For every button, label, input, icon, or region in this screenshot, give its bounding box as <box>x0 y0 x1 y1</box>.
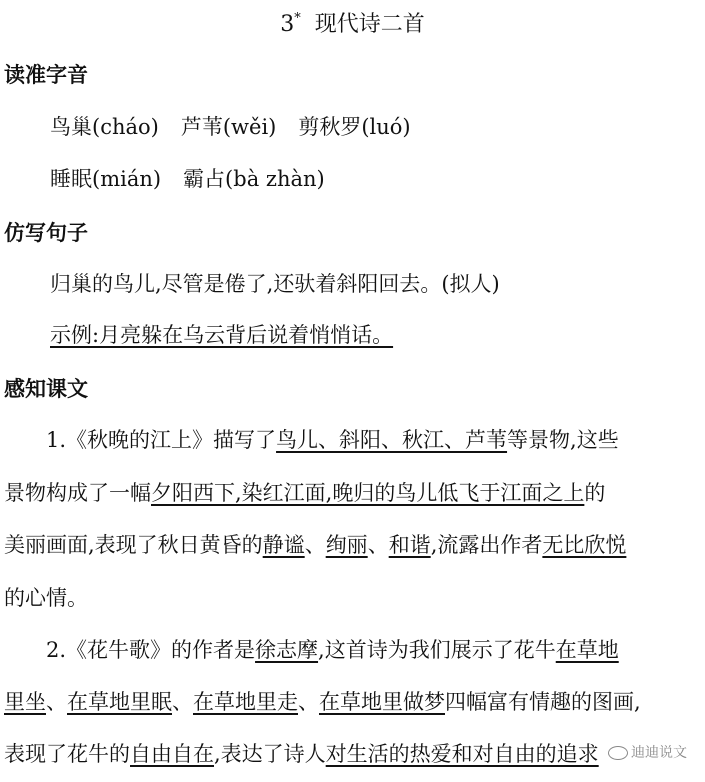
text-segment: ,表达了诗人 <box>214 742 326 766</box>
word-niaochao: 鸟巢(cháo) <box>50 115 159 139</box>
answer-underlined: 和谐 <box>388 533 431 557</box>
text-segment: ,这首诗为我们展示了花牛 <box>318 638 556 662</box>
paragraph-2-line-3 <box>4 744 599 765</box>
text-segment: 、 <box>46 690 67 714</box>
text-segment: 美丽画面,表现了秋日黄昏的 <box>4 533 263 557</box>
text-segment: 四幅富有情趣的图画, <box>445 690 641 714</box>
answer-underlined: 绚丽 <box>325 533 368 557</box>
word-luwei: 芦苇(wěi) <box>180 115 277 139</box>
paragraph-1-line-3 <box>4 535 626 556</box>
wechat-icon <box>608 746 628 760</box>
text-segment: 、 <box>304 533 326 557</box>
text-segment: 等景物,这些 <box>507 428 619 452</box>
paragraph-2-line-1 <box>46 640 619 661</box>
text-segment: ,流露出作者 <box>430 533 543 557</box>
answer-underlined: 在草地 <box>555 638 619 662</box>
text-segment: 、 <box>298 690 319 714</box>
paragraph-2-line-2 <box>4 692 641 713</box>
answer-underlined: 在草地里眠 <box>67 690 172 714</box>
answer-underlined: 鸟儿、斜阳、秋江、芦苇 <box>276 428 508 452</box>
text-segment: 、 <box>172 690 193 714</box>
section-heading-imitation: 仿写句子 <box>4 220 88 245</box>
paragraph-1-line-4: 的心情。 <box>4 586 88 610</box>
pronunciation-row-2 <box>50 169 325 190</box>
answer-underlined: 里坐 <box>4 690 46 714</box>
section-heading-pronunciation: 读准字音 <box>4 62 88 87</box>
answer-underlined: 无比欣悦 <box>542 533 627 557</box>
text-segment: 、 <box>367 533 389 557</box>
answer-underlined: 在草地里做梦 <box>319 690 445 714</box>
word-shuimian: 睡眠(mián) <box>50 167 162 191</box>
original-sentence: 归巢的鸟儿,尽管是倦了,还驮着斜阳回去。(拟人) <box>50 272 500 296</box>
lesson-title <box>0 11 705 37</box>
paragraph-1-line-1 <box>46 430 619 451</box>
text-segment: 2.《花牛歌》的作者是 <box>46 638 256 662</box>
text-segment: 景物构成了一幅 <box>4 481 151 505</box>
paragraph-1-line-2 <box>4 483 605 504</box>
text-segment: 1.《秋晚的江上》描写了 <box>46 428 277 452</box>
pronunciation-row-1 <box>50 117 411 138</box>
answer-underlined: 自由自在 <box>130 742 214 766</box>
word-jianqiuluo: 剪秋罗(luó) <box>298 115 411 139</box>
watermark-text: 迪迪说文 <box>631 745 687 761</box>
text-segment: 的 <box>584 481 606 505</box>
section-heading-comprehension: 感知课文 <box>4 376 88 401</box>
answer-underlined: 夕阳西下,染红江面,晚归的鸟儿低飞于江面之上 <box>151 481 585 505</box>
lesson-star: * <box>294 11 301 26</box>
watermark <box>608 742 687 762</box>
answer-underlined: 徐志摩 <box>255 638 319 662</box>
answer-underlined: 对生活的热爱和对自由的追求 <box>325 742 599 766</box>
example-sentence: 示例:月亮躲在乌云背后说着悄悄话。 <box>50 323 394 347</box>
lesson-number: 3 <box>280 12 295 37</box>
lesson-title-text: 现代诗二首 <box>314 12 425 37</box>
answer-underlined: 静谧 <box>262 533 305 557</box>
word-bazhan: 霸占(bà zhàn) <box>183 167 325 191</box>
text-segment: 表现了花牛的 <box>4 742 130 766</box>
answer-underlined: 在草地里走 <box>193 690 298 714</box>
